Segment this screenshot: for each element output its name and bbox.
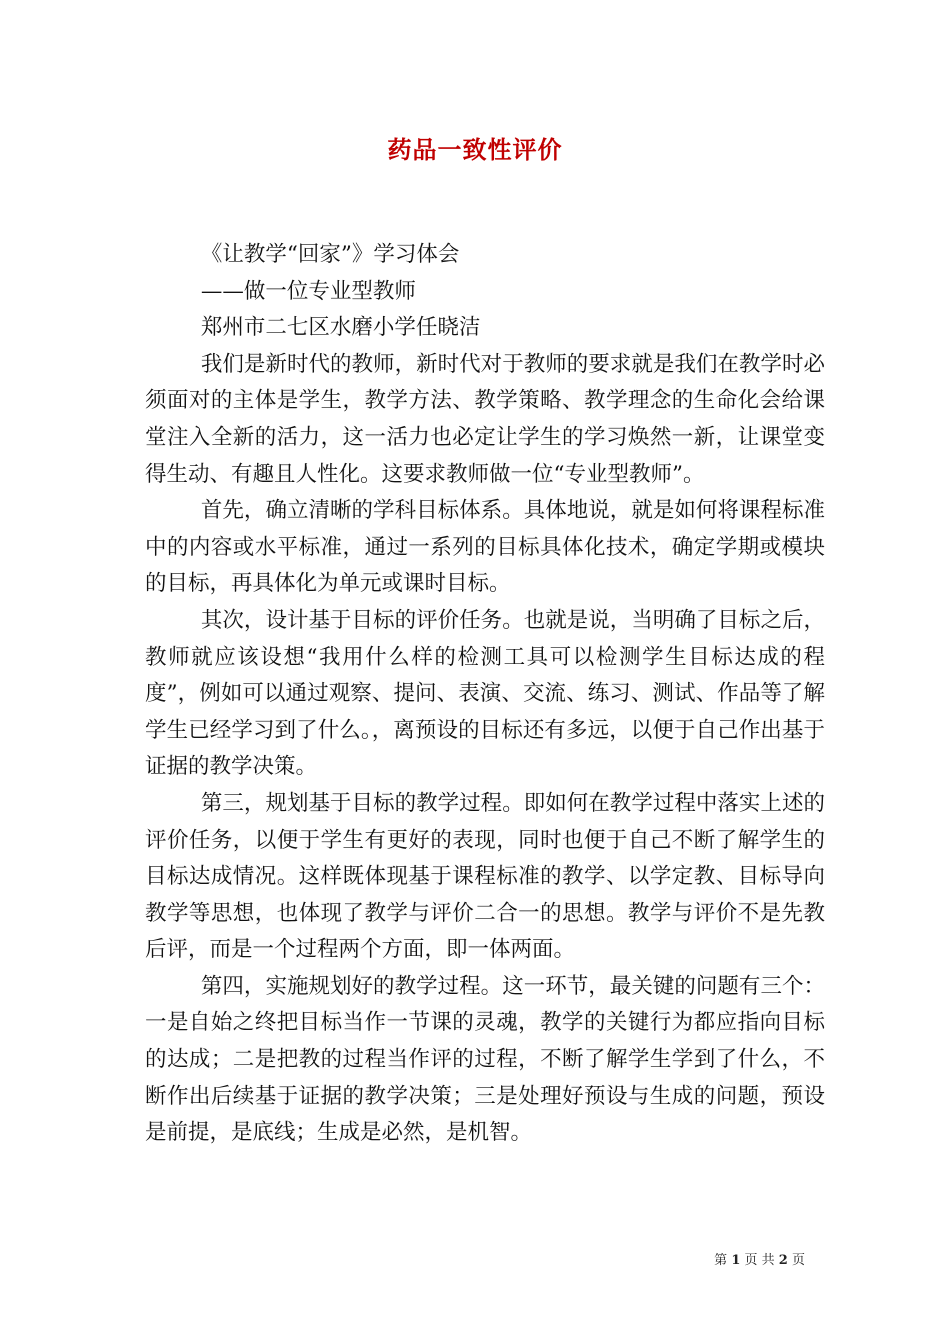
document-title: 药品一致性评价: [387, 135, 563, 164]
footer-suffix: 页: [791, 1253, 805, 1268]
paragraph-third: 第三，规划基于目标的教学过程。即如何在教学过程中落实上述的评价任务，以便于学生有更好的表现，同时也便于自己不断了解学生的目标达成情况。这样既体现基于课程标准的教学、以学定教、目标导向教学等思想，也体现了教学与评价二合一的思想。教学与评价不是先教后评，而是一个过程两个方面，即一体两面。: [145, 790, 825, 963]
paragraph-first: 首先，确立清晰的学科目标体系。具体地说，就是如何将课程标准中的内容或水平标准，通过一系列的目标具体化技术，确定学期或模块的目标，再具体化为单元或课时目标。: [145, 498, 825, 597]
paragraph-intro: 我们是新时代的教师，新时代对于教师的要求就是我们在教学时必须面对的主体是学生，教学方法、教学策略、教学理念的生命化会给课堂注入全新的活力，这一活力也必定让学生的学习焕然一新，让课堂变得生动、有趣且人性化。这要求教师做一位“专业型教师”。: [145, 351, 825, 487]
page-footer: [714, 1249, 805, 1268]
paragraph-author: 郑州市二七区水磨小学任晓洁: [200, 315, 481, 341]
paragraph-fourth: 第四，实施规划好的教学过程。这一环节，最关键的问题有三个：一是自始之终把目标当作一节课的灵魂，教学的关键行为都应指向目标的达成；二是把教的过程当作评的过程，不断了解学生学到了什么，不断作出后续基于证据的教学决策；三是处理好预设与生成的问题，预设是前提，是底线；生成是必然，是机智。: [145, 973, 825, 1146]
footer-middle: 页 共: [744, 1253, 775, 1268]
footer-prefix: 第: [714, 1253, 728, 1268]
document-body: [145, 237, 825, 1152]
paragraph-second: 其次，设计基于目标的评价任务。也就是说，当明确了目标之后，教师就应该设想“我用什么样的检测工具可以检测学生目标达成的程度”，例如可以通过观察、提问、表演、交流、练习、测试、作品等了解学生已经学习到了什么。，离预设的目标还有多远，以便于自己作出基于证据的教学决策。: [145, 607, 825, 780]
footer-current-page: 1: [731, 1253, 741, 1268]
paragraph-article-title: 《让教学“回家”》学习体会: [200, 242, 460, 267]
footer-total-pages: 2: [778, 1253, 788, 1268]
paragraph-subtitle: ——做一位专业型教师: [200, 278, 416, 304]
